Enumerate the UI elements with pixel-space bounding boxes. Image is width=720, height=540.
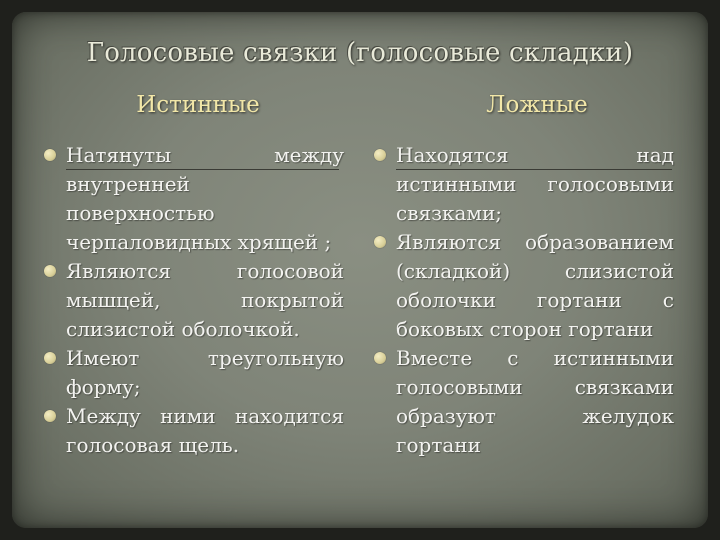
false-folds-list bbox=[374, 141, 674, 460]
divider bbox=[66, 169, 339, 170]
list-item bbox=[374, 141, 674, 228]
bullet-icon bbox=[374, 149, 386, 161]
list-item bbox=[44, 141, 344, 257]
list-item bbox=[44, 402, 344, 460]
bullet-icon bbox=[44, 265, 56, 277]
column-heading-true: Истинные bbox=[136, 92, 260, 118]
list-item bbox=[44, 344, 344, 402]
divider bbox=[396, 169, 672, 170]
list-item-text: Являются образованием (складкой) слизистой оболочки гортани с боковых сторон гортани bbox=[396, 230, 674, 341]
list-item-text: Натянуты между внутренней поверхностью черпаловидных хрящей ; bbox=[66, 143, 344, 254]
list-item bbox=[44, 257, 344, 344]
bullet-icon bbox=[44, 149, 56, 161]
column-heading-false: Ложные bbox=[486, 92, 588, 118]
true-folds-list bbox=[44, 141, 344, 460]
bullet-icon bbox=[44, 352, 56, 364]
list-item-text: Между ними находится голосовая щель. bbox=[66, 404, 344, 457]
list-item-text: Вместе с истинными голосовыми связками образуют желудок гортани bbox=[396, 346, 674, 457]
slide-title: Голосовые связки (голосовые складки) bbox=[86, 38, 634, 68]
bullet-icon bbox=[374, 236, 386, 248]
bullet-icon bbox=[374, 352, 386, 364]
list-item bbox=[374, 228, 674, 344]
list-item-text: Являются голосовой мышцей, покрытой слизистой оболочкой. bbox=[66, 259, 344, 341]
list-item-text: Имеют треугольную форму; bbox=[66, 346, 344, 399]
bullet-icon bbox=[44, 410, 56, 422]
list-item-text: Находятся над истинными голосовыми связками; bbox=[396, 143, 674, 225]
list-item bbox=[374, 344, 674, 460]
